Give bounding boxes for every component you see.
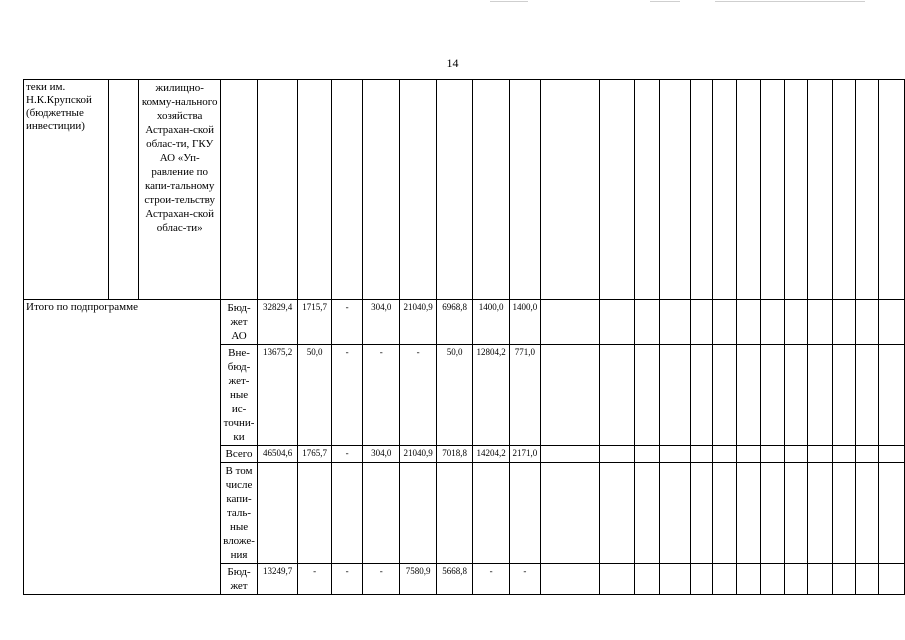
table-cell bbox=[713, 345, 737, 446]
table-cell bbox=[690, 564, 713, 595]
table-cell bbox=[363, 80, 400, 300]
table-row-program bbox=[24, 80, 905, 300]
table-row-subtotal-budget bbox=[24, 300, 905, 345]
table-cell bbox=[785, 345, 808, 446]
table-cell bbox=[832, 345, 855, 446]
table-cell bbox=[855, 463, 879, 564]
value-cell: 2171,0 bbox=[509, 446, 540, 463]
table-cell bbox=[473, 80, 510, 300]
table-cell bbox=[879, 446, 905, 463]
table-cell bbox=[690, 463, 713, 564]
funding-source-label: Бюд-жет bbox=[221, 564, 258, 595]
table-cell bbox=[540, 446, 599, 463]
table-cell bbox=[785, 564, 808, 595]
table-cell bbox=[737, 345, 761, 446]
table-cell bbox=[634, 300, 659, 345]
value-cell bbox=[509, 463, 540, 564]
table-cell bbox=[540, 300, 599, 345]
value-cell bbox=[473, 463, 510, 564]
table-cell bbox=[109, 80, 139, 300]
table-cell bbox=[760, 80, 785, 300]
table-cell bbox=[760, 300, 785, 345]
table-cell bbox=[879, 564, 905, 595]
table-cell bbox=[760, 564, 785, 595]
table-cell bbox=[832, 463, 855, 564]
table-cell bbox=[659, 345, 690, 446]
table-cell bbox=[832, 446, 855, 463]
value-cell: 21040,9 bbox=[400, 446, 437, 463]
value-cell: 1715,7 bbox=[298, 300, 332, 345]
value-cell: 771,0 bbox=[509, 345, 540, 446]
table-cell bbox=[855, 345, 879, 446]
value-cell: - bbox=[473, 564, 510, 595]
table-cell bbox=[855, 564, 879, 595]
scan-mark-3 bbox=[715, 1, 865, 2]
table-cell bbox=[737, 300, 761, 345]
table-cell bbox=[690, 345, 713, 446]
table-cell bbox=[832, 564, 855, 595]
table-cell bbox=[808, 564, 833, 595]
table-cell bbox=[659, 463, 690, 564]
value-cell bbox=[298, 463, 332, 564]
table-cell bbox=[808, 345, 833, 446]
table-cell bbox=[760, 345, 785, 446]
table-cell bbox=[599, 345, 634, 446]
value-cell: 6968,8 bbox=[436, 300, 472, 345]
table-cell bbox=[599, 446, 634, 463]
table-cell bbox=[599, 564, 634, 595]
value-cell bbox=[331, 463, 362, 564]
table-cell bbox=[540, 564, 599, 595]
subtotal-label: Итого по подпрограмме bbox=[24, 300, 221, 595]
table-cell bbox=[737, 446, 761, 463]
table-cell bbox=[808, 80, 833, 300]
value-cell: 14204,2 bbox=[473, 446, 510, 463]
value-cell: 304,0 bbox=[363, 446, 400, 463]
table-cell bbox=[855, 80, 879, 300]
table-cell bbox=[785, 446, 808, 463]
table-cell bbox=[808, 300, 833, 345]
table-cell bbox=[659, 80, 690, 300]
funding-source-label: Бюд-жет АО bbox=[221, 300, 258, 345]
value-cell: 13249,7 bbox=[257, 564, 297, 595]
value-cell: - bbox=[363, 564, 400, 595]
table-cell bbox=[436, 80, 472, 300]
table-cell bbox=[760, 463, 785, 564]
table-cell bbox=[540, 80, 599, 300]
table-cell bbox=[634, 446, 659, 463]
value-cell: 1765,7 bbox=[298, 446, 332, 463]
table-cell bbox=[737, 463, 761, 564]
funding-source-label: В том числе капи-таль-ные вложе-ния bbox=[221, 463, 258, 564]
table-cell bbox=[599, 463, 634, 564]
value-cell: - bbox=[331, 564, 362, 595]
value-cell: 50,0 bbox=[298, 345, 332, 446]
funding-source-label: Всего bbox=[221, 446, 258, 463]
value-cell bbox=[257, 463, 297, 564]
table-cell bbox=[659, 564, 690, 595]
value-cell: 13675,2 bbox=[257, 345, 297, 446]
value-cell: 50,0 bbox=[436, 345, 472, 446]
table-cell bbox=[257, 80, 297, 300]
table-cell bbox=[659, 300, 690, 345]
table-cell bbox=[634, 80, 659, 300]
value-cell: 7018,8 bbox=[436, 446, 472, 463]
table-cell bbox=[879, 463, 905, 564]
table-cell bbox=[634, 564, 659, 595]
funding-source-label: Вне-бюд-жет-ные ис-точни-ки bbox=[221, 345, 258, 446]
budget-table bbox=[23, 79, 905, 595]
value-cell: - bbox=[298, 564, 332, 595]
value-cell: 32829,4 bbox=[257, 300, 297, 345]
scan-mark-1 bbox=[490, 1, 528, 2]
value-cell bbox=[363, 463, 400, 564]
value-cell: 5668,8 bbox=[436, 564, 472, 595]
value-cell: - bbox=[363, 345, 400, 446]
table-cell bbox=[855, 446, 879, 463]
table-cell bbox=[599, 80, 634, 300]
value-cell: - bbox=[331, 446, 362, 463]
table-cell bbox=[331, 80, 362, 300]
executor-cell: жилищно-комму-нального хозяйства Астрахан-ской облас-ти, ГКУ АО «Уп-равление по капи-тальному строи-тельству Астрахан-ской облас-ти» bbox=[139, 80, 221, 300]
table-cell bbox=[400, 80, 437, 300]
table-cell bbox=[832, 80, 855, 300]
value-cell bbox=[400, 463, 437, 564]
table-cell bbox=[713, 564, 737, 595]
table-cell bbox=[855, 300, 879, 345]
table-cell bbox=[634, 345, 659, 446]
value-cell: - bbox=[400, 345, 437, 446]
table-cell bbox=[832, 300, 855, 345]
table-cell bbox=[221, 80, 258, 300]
value-cell: 12804,2 bbox=[473, 345, 510, 446]
table-cell bbox=[634, 463, 659, 564]
table-cell bbox=[785, 80, 808, 300]
table-cell bbox=[760, 446, 785, 463]
table-cell bbox=[713, 300, 737, 345]
page-number: 14 bbox=[446, 56, 459, 70]
table-cell bbox=[509, 80, 540, 300]
table-cell bbox=[298, 80, 332, 300]
value-cell: 7580,9 bbox=[400, 564, 437, 595]
scan-mark-2 bbox=[650, 1, 680, 2]
table-cell bbox=[690, 300, 713, 345]
value-cell: - bbox=[331, 300, 362, 345]
value-cell: - bbox=[509, 564, 540, 595]
table-cell bbox=[690, 80, 713, 300]
value-cell bbox=[436, 463, 472, 564]
value-cell: 304,0 bbox=[363, 300, 400, 345]
table-cell bbox=[540, 463, 599, 564]
table-cell bbox=[879, 80, 905, 300]
value-cell: 1400,0 bbox=[509, 300, 540, 345]
value-cell: - bbox=[331, 345, 362, 446]
table-cell bbox=[808, 446, 833, 463]
table-cell bbox=[879, 300, 905, 345]
program-name-cell: теки им. Н.К.Крупской (бюджетные инвестиции) bbox=[24, 80, 109, 300]
table-cell bbox=[599, 300, 634, 345]
table-cell bbox=[879, 345, 905, 446]
table-cell bbox=[713, 80, 737, 300]
value-cell: 1400,0 bbox=[473, 300, 510, 345]
table-cell bbox=[690, 446, 713, 463]
table-cell bbox=[713, 446, 737, 463]
table-cell bbox=[785, 463, 808, 564]
table-cell bbox=[737, 564, 761, 595]
value-cell: 46504,6 bbox=[257, 446, 297, 463]
value-cell: 21040,9 bbox=[400, 300, 437, 345]
table-cell bbox=[659, 446, 690, 463]
table-cell bbox=[785, 300, 808, 345]
table-cell bbox=[540, 345, 599, 446]
table-cell bbox=[737, 80, 761, 300]
table-cell bbox=[808, 463, 833, 564]
table-cell bbox=[713, 463, 737, 564]
